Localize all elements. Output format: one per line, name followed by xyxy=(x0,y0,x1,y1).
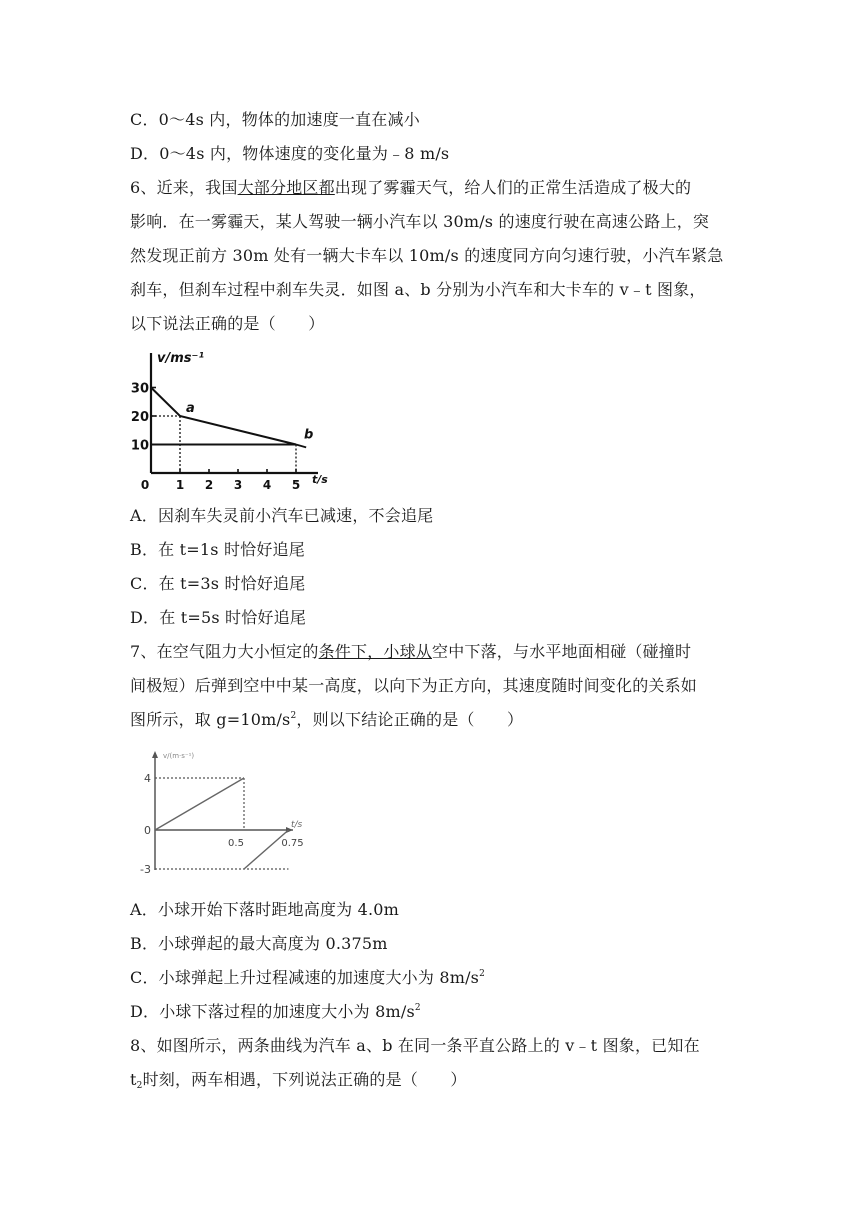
chart-background xyxy=(135,745,310,875)
q7-stem-text: ，则以下结论正确的是（ ） xyxy=(296,710,524,729)
y-tick-label: 10 xyxy=(130,438,149,454)
q6-stem-line-2: 影响．在一雾霾天，某人驾驶一辆小汽车以 30m/s 的速度行驶在高速公路上，突 xyxy=(130,212,710,231)
q8-stem-text: 时刻，两车相遇，下列说法正确的是（ ） xyxy=(142,1070,467,1089)
q7-stem-text: 7、在空气阻力大小恒定的 xyxy=(130,642,319,661)
x-tick-label: 2 xyxy=(204,478,214,492)
y-axis-label: v/ms⁻¹ xyxy=(157,351,205,366)
q6-option-b: B．在 t=1s 时恰好追尾 xyxy=(130,540,305,559)
q7-option-c-text: C．小球弹起上升过程减速的加速度大小为 8m/s xyxy=(130,968,480,987)
x-tick-label: 0.75 xyxy=(281,838,304,849)
y-tick-label: -3 xyxy=(140,863,151,876)
q7-option-d xyxy=(130,1001,421,1023)
q6-option-a: A．因刹车失灵前小汽车已减速，不会追尾 xyxy=(130,506,434,525)
y-tick-label: 30 xyxy=(130,381,149,397)
q7-superscript: 2 xyxy=(414,1003,421,1013)
x-axis-label: t/s xyxy=(312,473,328,486)
q7-option-b: B．小球弹起的最大高度为 0.375m xyxy=(130,934,388,953)
q6-stem-text: 出现了雾霾天气，给人们的正常生活造成了极大的 xyxy=(334,178,692,197)
q8-subscript: 2 xyxy=(136,1081,143,1091)
q7-stem-line-1 xyxy=(130,641,691,663)
x-tick-label: 0.5 xyxy=(228,838,244,849)
q6-stem-text: 6、近来，我国 xyxy=(130,178,238,197)
q6-option-d: D．在 t=5s 时恰好追尾 xyxy=(130,608,307,627)
x-tick-label: 3 xyxy=(233,478,243,492)
x-tick-label: 5 xyxy=(291,478,301,492)
q6-stem-line-1 xyxy=(130,177,691,199)
q7-stem-text: 空中下落，与水平地面相碰（碰撞时 xyxy=(432,642,692,661)
q7-superscript: 2 xyxy=(479,969,486,979)
q7-option-a: A．小球开始下落时距地高度为 4.0m xyxy=(130,900,400,919)
y-tick-label: 4 xyxy=(144,772,151,785)
series-b-label: b xyxy=(304,427,314,443)
y-tick-label: 0 xyxy=(144,824,151,837)
q7-stem-line-2: 间极短）后弹到空中中某一高度，以向下为正方向，其速度随时间变化的关系如 xyxy=(130,676,698,695)
x-axis-label: t/s xyxy=(291,820,303,830)
q7-stem-line-3 xyxy=(130,709,523,731)
x-tick-label: 4 xyxy=(262,478,272,492)
q8-stem-line-1: 8、如图所示，两条曲线为汽车 a、b 在同一条平直公路上的 v﹣t 图象，已知在 xyxy=(130,1036,700,1055)
series-a-label: a xyxy=(186,401,195,416)
q6-option-c: C．在 t=3s 时恰好追尾 xyxy=(130,574,306,593)
q7-underlined-text: 条件下，小球从 xyxy=(318,642,432,661)
y-axis-label: v/(m·s⁻¹) xyxy=(163,752,195,760)
q7-superscript: 2 xyxy=(290,711,297,721)
x-tick-label: 0 xyxy=(140,478,150,492)
chart-background xyxy=(135,345,330,497)
q7-vt-graph xyxy=(135,745,310,875)
x-tick-label: 1 xyxy=(175,478,185,492)
q7-option-d-text: D．小球下落过程的加速度大小为 8m/s xyxy=(130,1002,415,1021)
q5-option-c: C．0～4s 内，物体的加速度一直在减小 xyxy=(130,110,420,129)
q7-stem-text: 图所示，取 g=10m/s xyxy=(130,710,291,729)
y-tick-label: 20 xyxy=(130,410,149,425)
q6-underlined-text: 大部分地区都 xyxy=(237,178,335,197)
q6-stem-line-4: 刹车，但刹车过程中刹车失灵．如图 a、b 分别为小汽车和大卡车的 v﹣t 图象， xyxy=(130,280,706,299)
q8-stem-line-2 xyxy=(130,1069,467,1091)
q6-stem-line-5: 以下说法正确的是（ ） xyxy=(130,314,325,333)
q6-vt-graph xyxy=(130,345,330,497)
q7-option-c xyxy=(130,967,485,989)
q8-stem-text: t xyxy=(130,1070,137,1089)
q6-stem-line-3: 然发现正前方 30m 处有一辆大卡车以 10m/s 的速度同方向匀速行驶，小汽车紧急 xyxy=(130,246,724,265)
q5-option-d: D．0～4s 内，物体速度的变化量为﹣8 m/s xyxy=(130,144,450,163)
